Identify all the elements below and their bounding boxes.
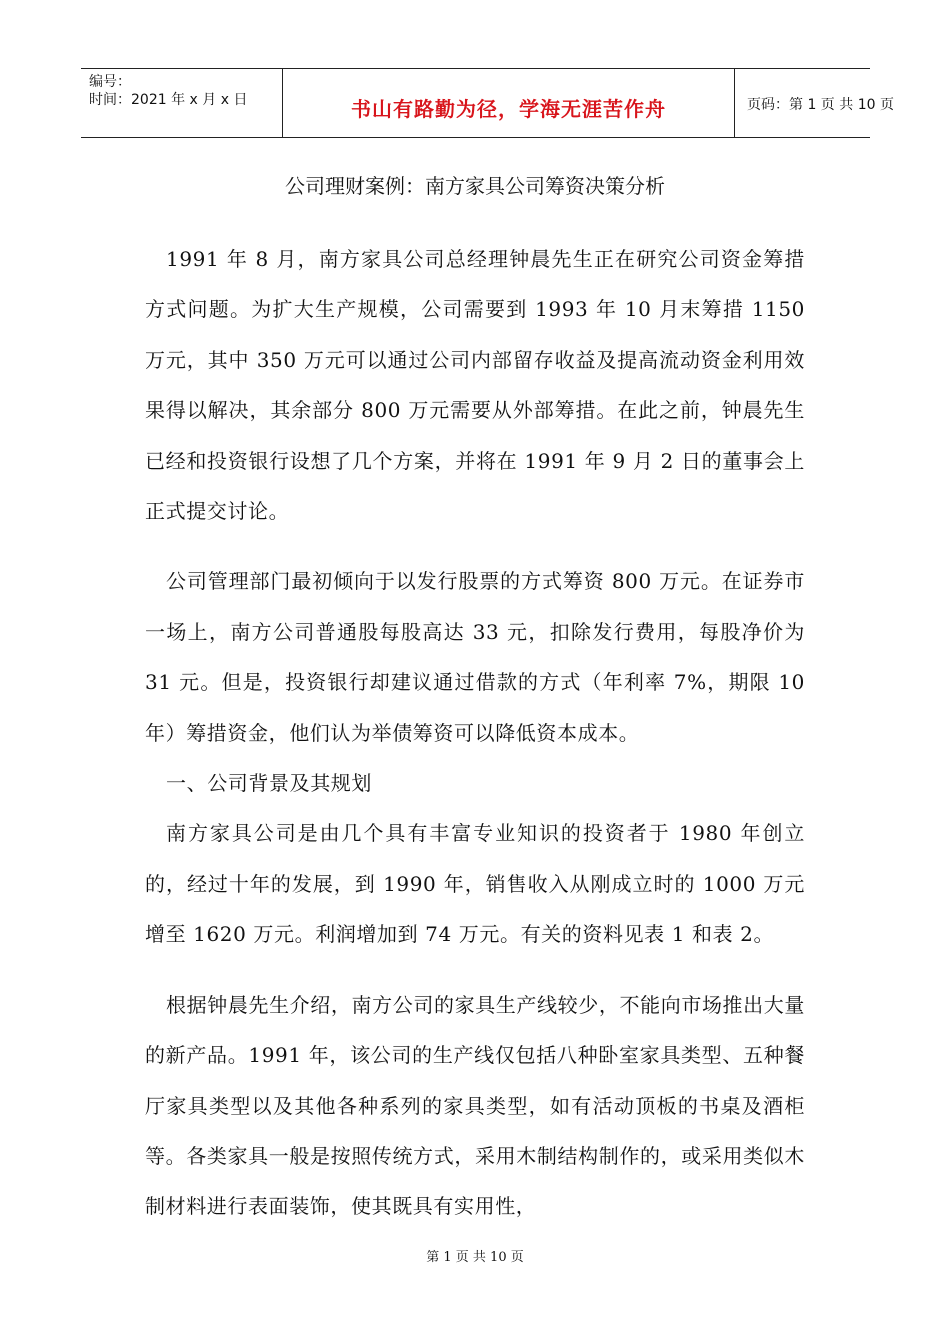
section-heading: 一、公司背景及其规划 xyxy=(166,771,372,796)
header-meta xyxy=(81,69,283,137)
header-motto: 书山有路勤为径，学海无涯苦作舟 xyxy=(351,97,666,121)
document-date: 时间：2021 年 x 月 x 日 xyxy=(89,92,248,108)
page-footer: 第 1 页 共 10 页 xyxy=(426,1250,524,1265)
document-number-label: 编号： xyxy=(89,74,131,90)
paragraph-3: 南方家具公司是由几个具有丰富专业知识的投资者于 1980 年创立的，经过十年的发展，到 1990 年，销售收入从刚成立时的 1000 万元增至 1620 万元。利润增加到 74 万元。有关的资料见表 1 和表 2。 xyxy=(145,821,805,947)
paragraph-2: 公司管理部门最初倾向于以发行股票的方式筹资 800 万元。在证券市一场上，南方公司普通股每股高达 33 元，扣除发行费用，每股净价为 31 元。但是，投资银行却建议通过借款的方式（年利率 7%，期限 10 年）筹措资金，他们认为举债筹资可以降低资本成本。 xyxy=(145,569,805,745)
document-title: 公司理财案例：南方家具公司筹资决策分析 xyxy=(285,174,665,198)
header-page-info: 页码：第 1 页 共 10 页 xyxy=(747,97,894,113)
header-motto-cell xyxy=(283,69,735,137)
document-body xyxy=(145,234,805,1232)
paragraph-1: 1991 年 8 月，南方家具公司总经理钟晨先生正在研究公司资金筹措方式问题。为扩大生产规模，公司需要到 1993 年 10 月末筹措 1150 万元，其中 350 万元可以通过公司内部留存收益及提高流动资金利用效果得以解决，其余部分 800 万元需要从外部筹措。在此之前，钟晨先生已经和投资银行设想了几个方案，并将在 1991 年 9 月 2 日的董事会上正式提交讨论。 xyxy=(145,247,805,524)
paragraph-4: 根据钟晨先生介绍，南方公司的家具生产线较少，不能向市场推出大量的新产品。1991 年，该公司的生产线仅包括八种卧室家具类型、五种餐厅家具类型以及其他各种系列的家具类型，如有活动顶板的书桌及酒柜等。各类家具一般是按照传统方式，采用木制结构制作的，或采用类似木制材料进行表面装饰，使其既具有实用性， xyxy=(145,992,805,1219)
document-header xyxy=(81,68,894,138)
